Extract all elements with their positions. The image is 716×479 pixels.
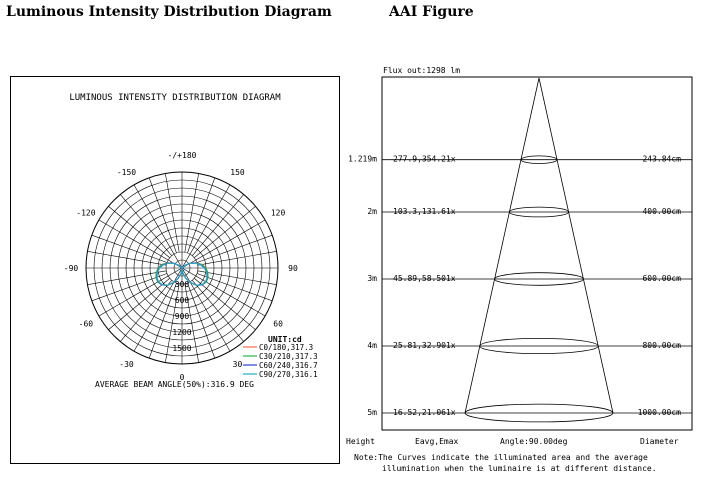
polar-angle-label: -30 xyxy=(119,360,134,370)
polar-radial-label: 1200 xyxy=(172,328,192,337)
polar-angle-label: -150 xyxy=(116,167,137,177)
aai-rows xyxy=(348,155,692,422)
left-header-title: Luminous Intensity Distribution Diagram xyxy=(6,4,332,20)
row-values-label: 103.3,131.61x xyxy=(393,207,456,216)
polar-spoke xyxy=(108,206,169,257)
polar-angle-label: -120 xyxy=(76,208,96,218)
row-height-label: 2m xyxy=(367,207,377,216)
row-height-label: 4m xyxy=(367,341,377,350)
row-diameter-label: 600.00cm xyxy=(642,274,681,283)
row-values-label: 45.89,58.501x xyxy=(393,274,456,283)
right-header-title: AAI Figure xyxy=(389,4,474,20)
polar-angle-label: -90 xyxy=(63,264,79,273)
legend-entry: C90/270,316.1 xyxy=(259,370,318,379)
row-diameter-label: 800.00cm xyxy=(642,341,681,350)
legend-entry: C60/240,316.7 xyxy=(259,361,318,370)
row-height-label: 1.219m xyxy=(348,154,377,164)
cone-edge-left xyxy=(465,78,539,413)
beam-angle-text: AVERAGE BEAM ANGLE(50%):316.9 DEG xyxy=(95,380,254,389)
polar-angle-label: 60 xyxy=(273,319,283,329)
row-values-label: 277.9,354.21x xyxy=(393,154,456,164)
note-line-2: illumination when the luminaire is at different distance. xyxy=(382,464,657,473)
row-values-label: 16.52,21.061x xyxy=(393,408,456,417)
polar-angle-label: 150 xyxy=(230,167,245,177)
polar-radial-label: 600 xyxy=(174,296,190,305)
cone-edge-right xyxy=(539,78,613,413)
legend-entry: C30/210,317.3 xyxy=(259,352,318,361)
polar-angle-label: -/+180 xyxy=(167,151,197,160)
footer-diameter-label: Diameter xyxy=(640,437,679,446)
polar-spoke xyxy=(108,278,169,329)
footer-eavg-label: Eavg,Emax xyxy=(415,437,459,446)
flux-out-label: Flux out:1298 lm xyxy=(383,66,461,75)
footer-height-label: Height xyxy=(346,437,375,446)
polar-spoke xyxy=(192,280,243,341)
row-diameter-label: 243.84cm xyxy=(642,154,681,164)
row-diameter-label: 1000.00cm xyxy=(637,408,681,417)
polar-radial-label: 300 xyxy=(174,280,190,289)
illumination-ellipse xyxy=(521,156,557,164)
aai-box xyxy=(382,77,692,430)
polar-angle-label: 30 xyxy=(232,360,243,370)
polar-angle-label: 120 xyxy=(270,208,286,218)
polar-radial-label: 900 xyxy=(174,312,190,321)
illumination-ellipse xyxy=(465,404,613,422)
polar-spoke xyxy=(120,280,171,341)
illumination-ellipse xyxy=(509,207,568,217)
polar-angle-label: 0 xyxy=(179,373,185,382)
polar-spoke xyxy=(194,278,255,329)
polar-spoke xyxy=(192,194,243,255)
polar-diagram-panel xyxy=(10,76,340,464)
footer-angle-label: Angle:90.00deg xyxy=(500,437,568,446)
polar-spoke xyxy=(120,194,171,255)
polar-legend xyxy=(243,343,318,379)
polar-angle-label: 90 xyxy=(288,264,298,273)
legend-entry: C0/180,317.3 xyxy=(259,343,314,352)
note-line-1: Note:The Curves indicate the illuminated area and the average xyxy=(354,453,648,462)
row-height-label: 5m xyxy=(367,408,377,417)
row-diameter-label: 400.00cm xyxy=(642,207,681,216)
aai-cone xyxy=(465,78,613,413)
polar-spoke xyxy=(194,206,255,257)
polar-angle-label: -60 xyxy=(78,319,94,329)
polar-diagram xyxy=(11,77,341,465)
unit-label: UNIT:cd xyxy=(268,335,302,344)
row-values-label: 25.81,32.901x xyxy=(393,341,456,350)
polar-radial-label: 1500 xyxy=(172,344,192,353)
row-height-label: 3m xyxy=(367,274,377,283)
polar-title: LUMINOUS INTENSITY DISTRIBUTION DIAGRAM xyxy=(69,93,281,103)
illumination-ellipse xyxy=(480,338,598,353)
illumination-ellipse xyxy=(495,273,584,286)
